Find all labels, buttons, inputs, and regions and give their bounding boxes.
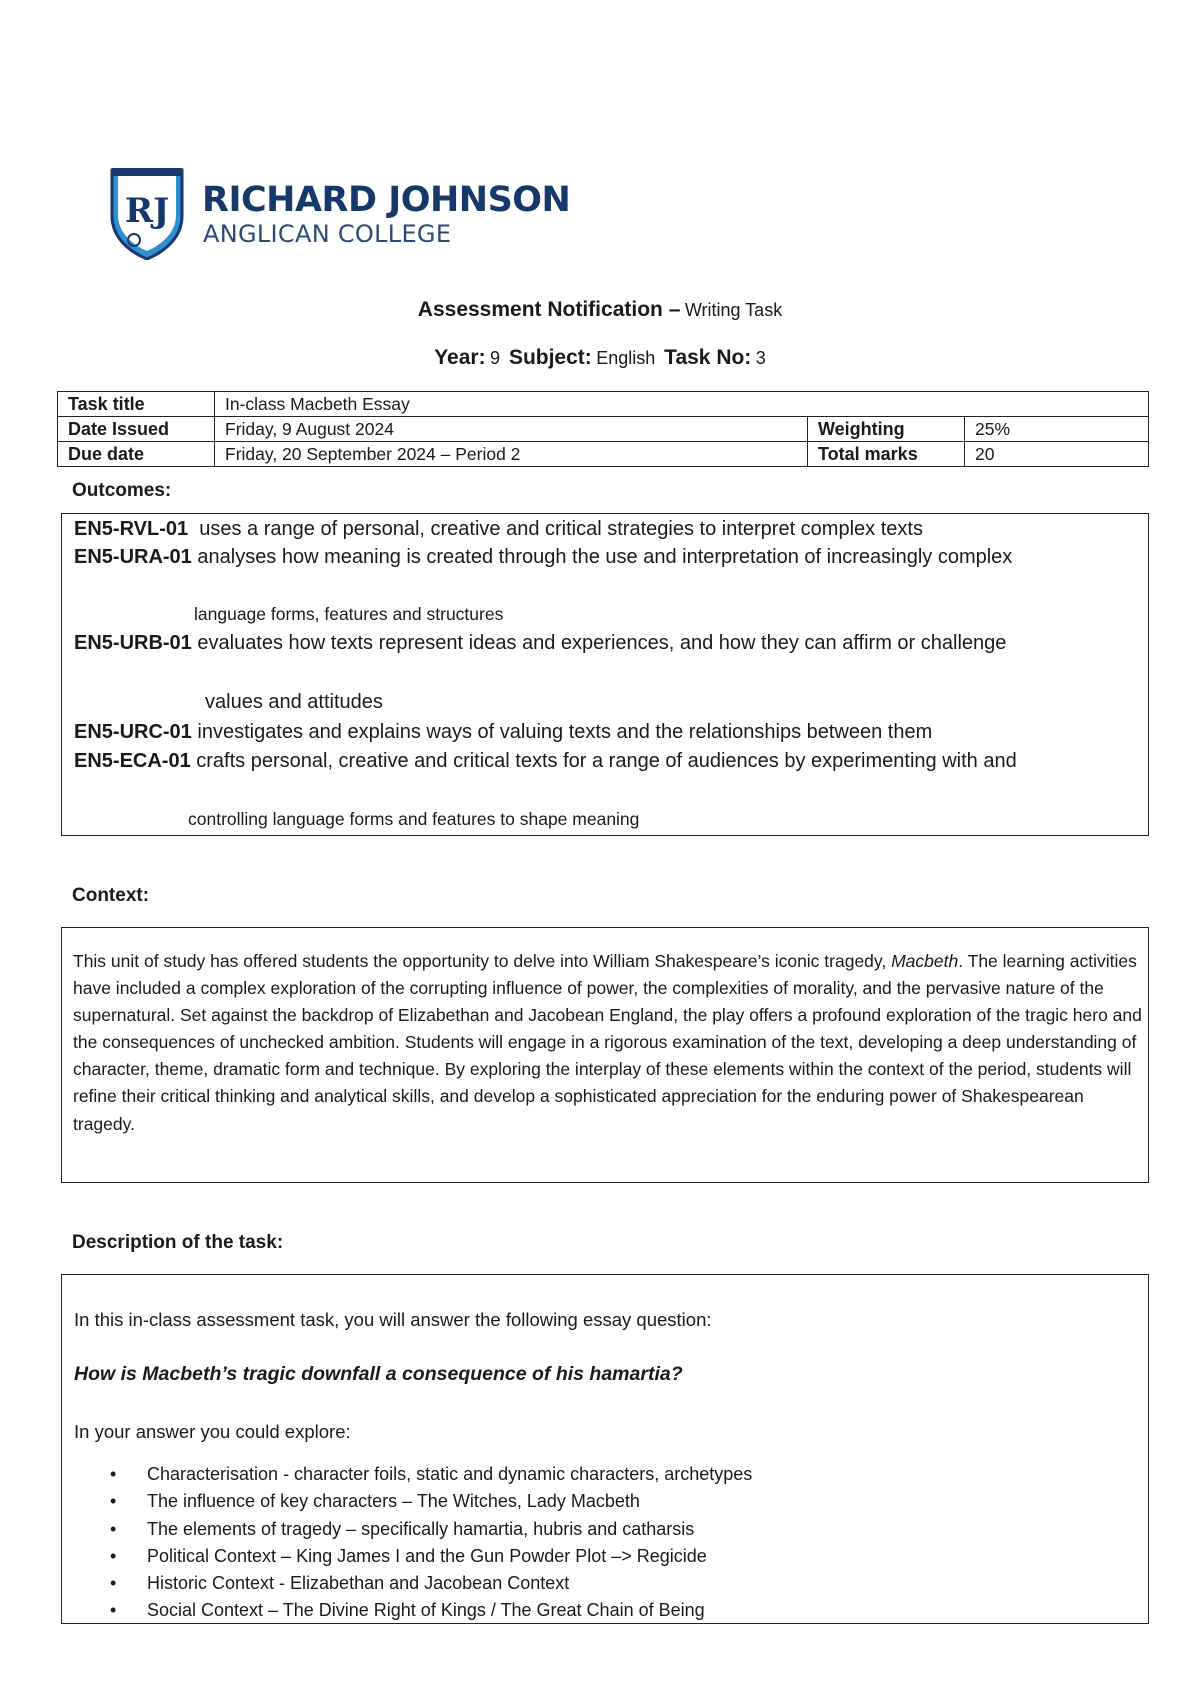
outcome-code: EN5-URC-01 bbox=[74, 721, 192, 743]
outcome-item bbox=[74, 632, 1006, 655]
list-item bbox=[62, 1516, 752, 1543]
bullet-icon: • bbox=[110, 1573, 117, 1594]
list-item-text: Characterisation - character foils, static and dynamic characters, archetypes bbox=[147, 1464, 753, 1484]
list-item-text: Political Context – King James I and the Gun Powder Plot –> Regicide bbox=[147, 1545, 707, 1566]
context-text: This unit of study has offered students the opportunity to delve into William Shakespeare’s iconic tragedy, bbox=[73, 951, 892, 971]
outcome-code: EN5-ECA-01 bbox=[74, 750, 191, 772]
outcome-text: investigates and explains ways of valuing texts and the relationships between them bbox=[197, 721, 933, 743]
due-date-value: Friday, 20 September 2024 – Period 2 bbox=[215, 442, 808, 467]
school-crest-icon bbox=[104, 164, 190, 260]
list-item-text: The influence of key characters – The Witches, Lady Macbeth bbox=[147, 1491, 640, 1512]
weighting-value: 25% bbox=[965, 417, 1149, 442]
outcomes-label: Outcomes: bbox=[72, 480, 172, 501]
outcome-continuation: controlling language forms and features to shape meaning bbox=[188, 809, 640, 829]
school-logo bbox=[104, 164, 571, 260]
list-item-text: Historic Context - Elizabethan and Jacobean Context bbox=[147, 1573, 570, 1594]
task-meta-line bbox=[0, 346, 1200, 370]
outcome-item bbox=[74, 518, 923, 541]
year-label: Year: bbox=[434, 346, 486, 369]
outcome-item bbox=[74, 546, 1012, 569]
outcome-text: crafts personal, creative and critical texts for a range of audiences by experimenting with and bbox=[196, 750, 1017, 772]
outcome-item bbox=[74, 750, 1017, 773]
outcome-item bbox=[74, 721, 932, 744]
task-description-label: Description of the task: bbox=[72, 1232, 284, 1253]
title-bold: Assessment Notification – bbox=[417, 298, 681, 321]
school-name-line2: ANGLICAN COLLEGE bbox=[203, 220, 452, 248]
task-title-value: In-class Macbeth Essay bbox=[215, 392, 1149, 417]
subject-label: Subject: bbox=[508, 346, 592, 369]
due-date-label: Due date bbox=[58, 442, 215, 467]
play-title: Macbeth bbox=[891, 951, 959, 971]
explore-intro: In your answer you could explore: bbox=[74, 1421, 351, 1442]
list-item bbox=[62, 1488, 752, 1515]
date-issued-value: Friday, 9 August 2024 bbox=[215, 417, 808, 442]
subject-value: English bbox=[596, 348, 656, 368]
bullet-icon: • bbox=[110, 1491, 117, 1512]
table-row bbox=[58, 417, 1149, 442]
table-row bbox=[58, 392, 1149, 417]
outcome-text: evaluates how texts represent ideas and experiences, and how they can affirm or challenge bbox=[197, 632, 1007, 654]
bullet-icon: • bbox=[110, 1600, 117, 1621]
outcome-text: analyses how meaning is created through the use and interpretation of increasingly complex bbox=[197, 546, 1013, 568]
list-item bbox=[62, 1597, 752, 1624]
bullet-icon: • bbox=[110, 1518, 117, 1539]
task-no-value: 3 bbox=[755, 348, 766, 368]
task-info-table bbox=[57, 391, 1149, 467]
total-marks-value: 20 bbox=[965, 442, 1149, 467]
total-marks-label: Total marks bbox=[808, 442, 965, 467]
outcome-code: EN5-URB-01 bbox=[74, 632, 192, 654]
task-title-label: Task title bbox=[58, 392, 215, 417]
bullet-icon: • bbox=[110, 1464, 117, 1484]
year-value: 9 bbox=[490, 348, 501, 368]
task-no-label: Task No: bbox=[664, 346, 752, 369]
essay-question: How is Macbeth’s tragic downfall a consequence of his hamartia? bbox=[74, 1363, 683, 1385]
bullet-icon: • bbox=[110, 1545, 117, 1566]
title-type: Writing Task bbox=[684, 300, 783, 320]
table-row bbox=[58, 442, 1149, 467]
crest-initials: RJ bbox=[124, 191, 170, 231]
weighting-label: Weighting bbox=[808, 417, 965, 442]
list-item-text: The elements of tragedy – specifically hamartia, hubris and catharsis bbox=[147, 1518, 695, 1539]
context-label: Context: bbox=[72, 885, 150, 906]
document-title bbox=[0, 298, 1200, 322]
school-name-line1: RICHARD JOHNSON bbox=[202, 180, 571, 220]
task-description-box bbox=[61, 1274, 1149, 1624]
outcome-code: EN5-RVL-01 bbox=[74, 518, 189, 540]
context-box bbox=[61, 927, 1149, 1183]
outcome-continuation: values and attitudes bbox=[205, 691, 383, 713]
list-item bbox=[62, 1543, 752, 1570]
list-item bbox=[62, 1570, 752, 1597]
outcome-text: uses a range of personal, creative and critical strategies to interpret complex texts bbox=[199, 518, 923, 540]
outcome-continuation: language forms, features and structures bbox=[194, 604, 504, 624]
outcome-code: EN5-URA-01 bbox=[74, 546, 192, 568]
context-text: . The learning activities have included a complex exploration of the corrupting influence of power, the complexities of morality, and the pervasive nature of the supernatural. Set against the backdrop of Elizabethan and Jacobean England, the play offers a profound exploration of the tragic hero and the consequences of unchecked ambition. Students will engage in a rigorous examination of the text, developing a deep understanding of character, theme, dramatic form and technique. By exploring the interplay of these elements within the context of the period, students will refine their critical thinking and analytical skills, and develop a sophisticated appreciation for the enduring power of Shakespearean tragedy. bbox=[73, 951, 1142, 1134]
task-intro: In this in-class assessment task, you will answer the following essay question: bbox=[74, 1309, 712, 1330]
list-item bbox=[62, 1461, 752, 1488]
context-paragraph bbox=[73, 948, 1143, 1138]
date-issued-label: Date Issued bbox=[58, 417, 215, 442]
list-item-text: Social Context – The Divine Right of Kings / The Great Chain of Being bbox=[147, 1600, 705, 1621]
explore-points-list bbox=[62, 1461, 752, 1625]
outcomes-box bbox=[61, 513, 1149, 836]
